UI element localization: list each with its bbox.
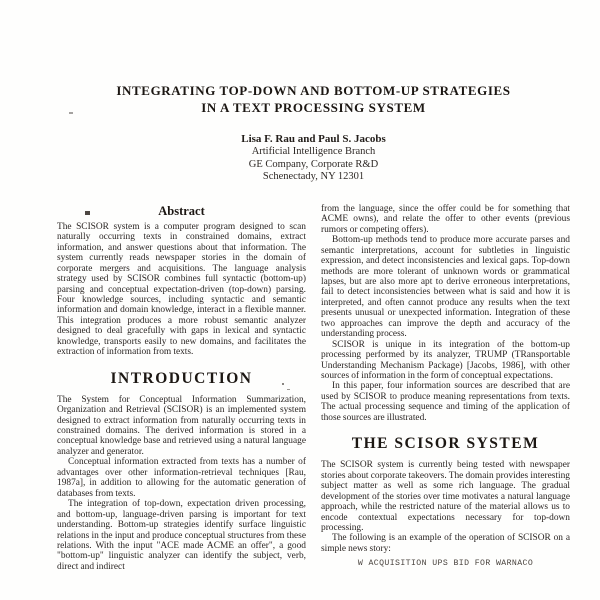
body-paragraph: SCISOR is unique in its integration of the bottom-up processing performed by its analyzer, TRUMP (TRansportable Understanding Mechanism Package) [Jacobs, 1986], with other sources of information in the form of conceptual expectations. — [321, 339, 570, 382]
scisor-system-heading: THE SCISOR SYSTEM — [351, 435, 540, 453]
page-content — [57, 0, 570, 572]
left-column — [57, 204, 306, 573]
paper-title — [57, 82, 570, 116]
affiliation-city: Schenectady, NY 12301 — [262, 171, 365, 183]
scisor-paragraph: The SCISOR system is currently being tested with newspaper stories about corporate takeovers. The domain provides interesting subject matter as well as some rich language. The gradual development of the stories over time motivates a natural language approach, while the restricted nature of the material allows us to encode contextual expectations necessary for top-down processing. — [321, 460, 570, 534]
body-paragraph: In this paper, four information sources are described that are used by SCISOR to produce meaning representations from texts. The actual processing sequence and timing of the application of those sources are illustrated. — [321, 381, 570, 423]
author-line: Lisa F. Rau and Paul S. Jacobs — [241, 133, 386, 145]
introduction-heading: INTRODUCTION — [110, 369, 253, 387]
paper-title-line2: IN A TEXT PROCESSING SYSTEM — [201, 100, 426, 115]
affiliation-branch: Artificial Intelligence Branch — [251, 146, 376, 157]
intro-paragraph: Conceptual information extracted from texts has a number of advantages over other information-retrieval techniques [Rau, 1987a], in addition to allowing for the automatic generation of databases from texts. — [57, 457, 306, 499]
scisor-paragraph: The following is an example of the operation of SCISOR on a simple news story: — [321, 533, 570, 554]
news-story-code-line: W ACQUISITION UPS BID FOR WARNACO — [357, 559, 534, 569]
two-column-body — [57, 204, 570, 573]
intro-paragraph: The integration of top-down, expectation driven processing, and bottom-up, language-driven parsing is important for text understanding. Bottom-up strategies identify surface linguistic relations in the input and produce conceptual structures from these relations. With the input "ACE made ACME an offer", a good "bottom-up" linguistic analyzer can identify the subject, verb, direct and indirect — [57, 499, 306, 572]
abstract-body: The SCISOR system is a computer program designed to scan naturally occurring texts in constrained domains, extract information, and answer questions about that information. The system currently reads newspaper stories in the domain of corporate mergers and acquisitions. The language analysis strategy used by SCISOR combines full syntactic (bottom-up) parsing and conceptual expectation-driven (top-down) parsing. Four knowledge sources, including syntactic and semantic information and domain knowledge, interact in a flexible manner. This integration produces a more robust semantic analyzer designed to deal gracefully with gaps in lexical and syntactic knowledge, transports easily to new domains, and facilitates the extraction of information from texts. — [57, 221, 306, 358]
abstract-heading: Abstract — [158, 203, 205, 218]
affiliation-company: GE Company, Corporate R&D — [248, 158, 379, 170]
paper-title-line1: INTEGRATING TOP-DOWN AND BOTTOM-UP STRATEGIES — [116, 83, 511, 98]
right-column — [321, 204, 570, 573]
body-paragraph: from the language, since the offer could be for something that ACME owns), and relate the offer to other events (previous rumors or competing offers). — [321, 203, 570, 235]
body-paragraph: Bottom-up methods tend to produce more accurate parses and semantic interpretations, account for subtleties in linguistic expression, and detect inconsistencies and lexical gaps. Top-down methods are more tolerant of unknown words or grammatical lapses, but are also more apt to derive erroneous interpretations, fail to detect inconsistencies between what is said and how it is interpreted, and often cannot produce any results when the text presents unusual or unexpected information. Integration of these two approaches can improve the depth and accuracy of the understanding process. — [321, 235, 570, 340]
intro-paragraph: The System for Conceptual Information Summarization, Organization and Retrieval (SCISOR) is an implemented system designed to extract information from naturally occurring texts in constrained domains. The derived information is stored in a conceptual knowledge base and retrieved using a natural language analyzer and generator. — [57, 394, 306, 457]
